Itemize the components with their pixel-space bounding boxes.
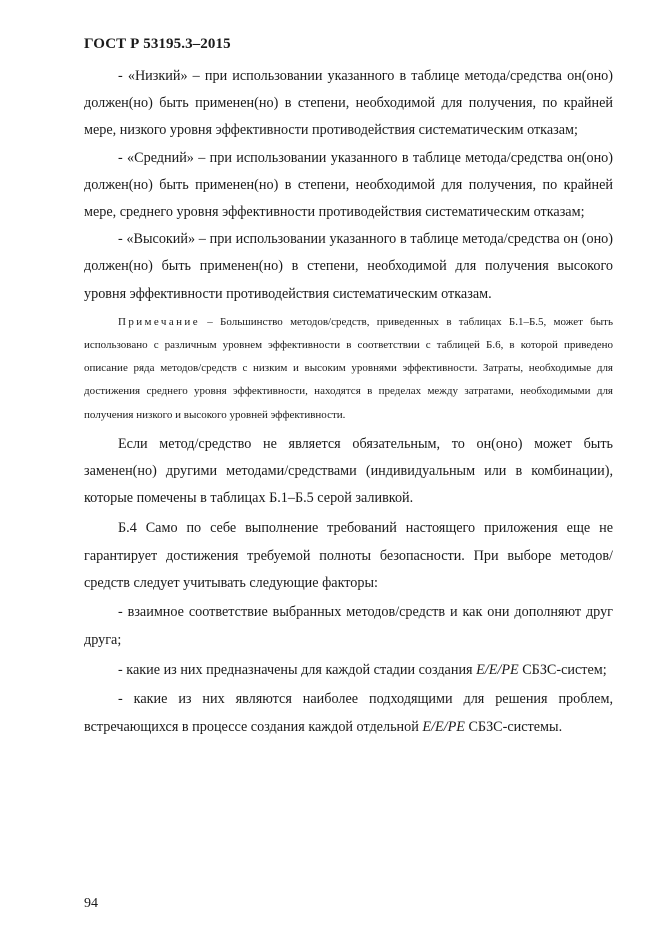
paragraph-b4: Б.4 Само по себе выполнение требований настоящего приложения еще не гарантирует достижения требуемой полноты безопасности. При выборе методов/средств следует учитывать следующие факторы: xyxy=(84,520,613,591)
list-item-medium-text: - «Средний» – при использовании указанного в таблице метода/средства он(оно) должен(но) быть применен(но) в степени, необходимой для получения, по крайней мере, среднего уровня эффективности противодействия систематическим отказам; xyxy=(84,149,613,221)
factor-item-3-italic: E/E/PE xyxy=(422,719,465,736)
factor-item-3-before: - какие из них являются наиболее подходящими для решения проблем, встречающихся в процессе создания каждой отдельной xyxy=(84,691,613,736)
factor-item-2-italic: E/E/PE xyxy=(476,661,519,678)
factor-item-2-after: СБЗС-систем; xyxy=(518,661,607,678)
page-number: 94 xyxy=(84,896,98,911)
factor-item-3-after: СБЗС-системы. xyxy=(464,719,563,736)
page-body xyxy=(84,63,613,742)
note-text: – Большинство методов/средств, приведенных в таблицах Б.1–Б.5, может быть использовано с различным уровнем эффективности в соответствии с таблицей Б.6, в которой приведено описание ряда методов/средств с низким и высоким уровнями эффективности. Затраты, необходимые для достижения среднего уровня эффективности, находятся в пределах между затратами, необходимыми для получения низкого и высокого уровней эффективности. xyxy=(84,315,613,421)
list-item-medium xyxy=(84,145,613,227)
factor-item-3 xyxy=(84,686,613,742)
document-header: ГОСТ Р 53195.3–2015 xyxy=(84,36,231,52)
factor-item-1-text: - взаимное соответствие выбранных методов/средств и как они дополняют друг друга; xyxy=(84,604,613,648)
note-label: Примечание xyxy=(118,315,200,328)
list-item-high-text: - «Высокий» – при использовании указанного в таблице метода/средства он (оно) должен(но) быть применен(но) в степени, необходимой для получения высокого уровня эффективности противодействия систематическим отказам. xyxy=(84,231,613,302)
factor-item-1 xyxy=(84,599,613,655)
factor-item-2-text xyxy=(84,657,613,685)
list-item-high xyxy=(84,226,613,308)
list-item-low-text: - «Низкий» – при использовании указанного в таблице метода/средства он(оно) должен(но) быть применен(но) в степени, необходимой для получения, по крайней мере, низкого уровня эффективности противодействия систематическим отказам; xyxy=(84,68,613,139)
list-item-low xyxy=(84,63,613,145)
note-paragraph xyxy=(84,311,613,427)
paragraph-optional-method: Если метод/средство не является обязательным, то он(оно) может быть заменен(но) другими методами/средствами (индивидуальным или в комбинации), которые помечены в таблицах Б.1–Б.5 серой заливкой. xyxy=(84,435,613,507)
factor-item-2 xyxy=(84,657,613,685)
factor-item-3-text xyxy=(84,686,613,742)
factor-item-2-before: - какие из них предназначены для каждой стадии создания xyxy=(118,661,477,678)
